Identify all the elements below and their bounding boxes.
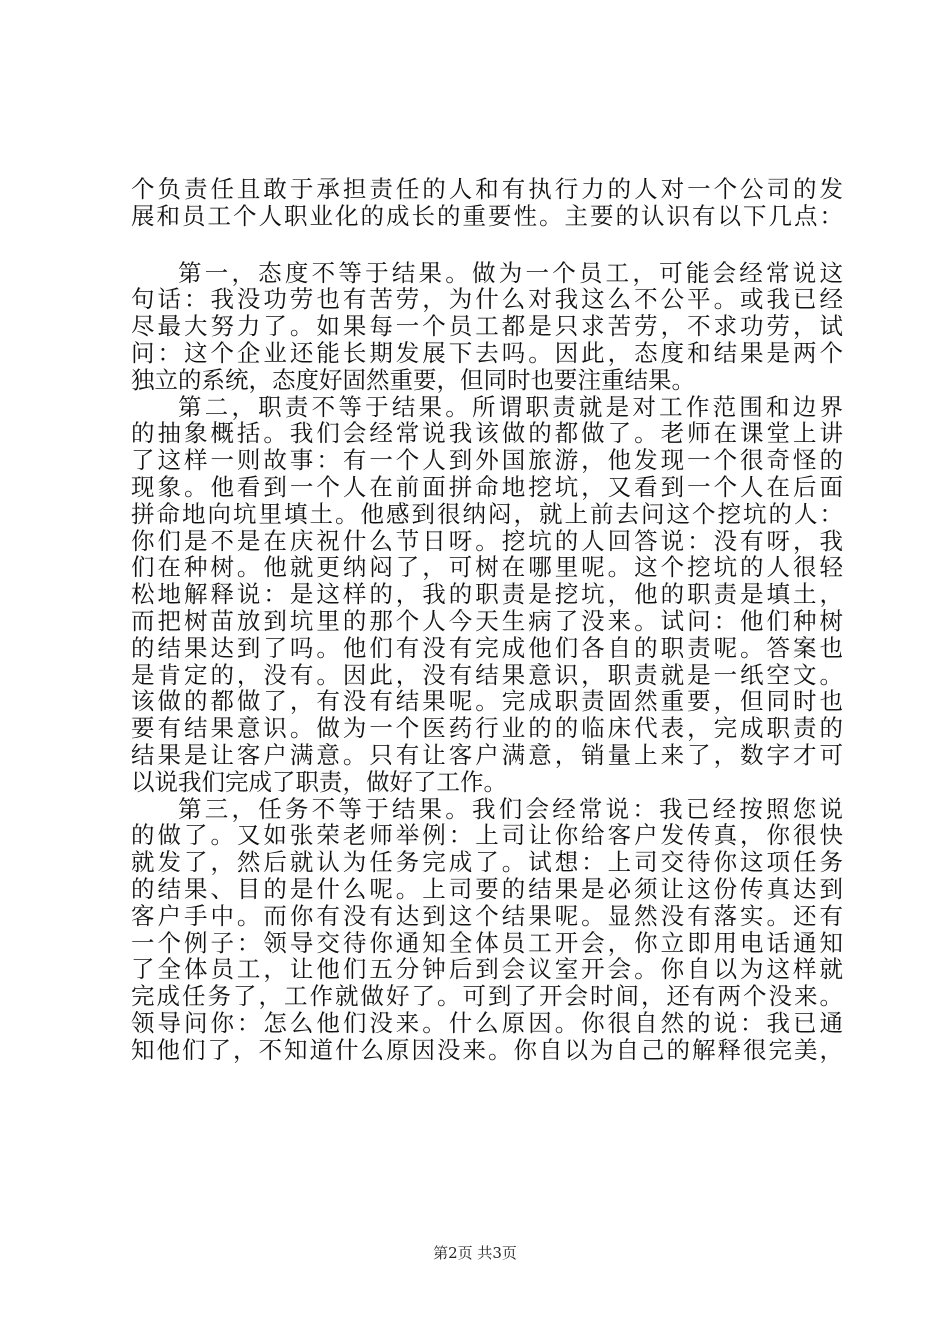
text-line: 问：这个企业还能长期发展下去吗。因此，态度和结果是两个 <box>131 338 843 367</box>
text-line: 该做的都做了，有没有结果呢。完成职责固然重要，但同时也 <box>131 687 843 716</box>
text-line: 你们是不是在庆祝什么节日呀。挖坑的人回答说：没有呀，我 <box>131 526 843 555</box>
text-line: 松地解释说：是这样的，我的职责是挖坑，他的职责是填土， <box>131 580 843 609</box>
text-line: 现象。他看到一个人在前面拼命地挖坑，又看到一个人在后面 <box>131 472 843 501</box>
text-line: 而把树苗放到坑里的那个人今天生病了没来。试问：他们种树 <box>131 606 843 635</box>
text-line: 尽最大努力了。如果每一个员工都是只求苦劳，不求功劳，试 <box>131 312 843 341</box>
text-line: 一个例子：领导交待你通知全体员工开会，你立即用电话通知 <box>131 928 843 957</box>
text-line: 个负责任且敢于承担责任的人和有执行力的人对一个公司的发 <box>131 175 843 203</box>
intro-paragraph <box>131 176 843 230</box>
paragraph-third <box>131 796 843 1064</box>
paragraph-gap <box>131 230 843 260</box>
text-line: 展和员工个人职业化的成长的重要性。主要的认识有以下几点： <box>131 201 843 230</box>
text-line: 完成任务了，工作就做好了。可到了开会时间，还有两个没来。 <box>131 982 843 1011</box>
text-line: 的结果达到了吗。他们有没有完成他们各自的职责呢。答案也 <box>131 633 843 662</box>
text-line: 了这样一则故事：有一个人到外国旅游，他发现一个很奇怪的 <box>131 446 843 475</box>
text-line: 的结果、目的是什么呢。上司要的结果是必须让这份传真达到 <box>131 874 843 903</box>
text-line: 第一，态度不等于结果。做为一个员工，可能会经常说这 <box>178 258 843 287</box>
text-line: 拼命地向坑里填土。他感到很纳闷，就上前去问这个挖坑的人： <box>131 499 843 528</box>
text-line: 的做了。又如张荣老师举例：上司让你给客户发传真，你很快 <box>131 821 843 850</box>
text-line: 结果是让客户满意。只有让客户满意，销量上来了，数字才可 <box>131 740 843 769</box>
page-number-footer: 第2页 共3页 <box>433 1244 517 1262</box>
text-line: 句话：我没功劳也有苦劳，为什么对我这么不公平。或我已经 <box>131 285 843 314</box>
paragraph-first <box>131 260 843 394</box>
document-body <box>131 176 843 1064</box>
text-line: 以说我们完成了职责，做好了工作。 <box>131 767 507 796</box>
paragraph-second <box>131 394 843 796</box>
text-line: 第二，职责不等于结果。所谓职责就是对工作范围和边界 <box>178 392 843 421</box>
text-line: 们在种树。他就更纳闷了，可树在哪里呢。这个挖坑的人很轻 <box>131 553 843 582</box>
text-line: 是肯定的，没有。因此，没有结果意识，职责就是一纸空文。 <box>131 660 843 689</box>
text-line: 要有结果意识。做为一个医药行业的的临床代表，完成职责的 <box>131 714 843 743</box>
text-line: 的抽象概括。我们会经常说我该做的都做了。老师在课堂上讲 <box>131 419 843 448</box>
text-line: 领导问你：怎么他们没来。什么原因。你很自然的说：我已通 <box>131 1008 843 1037</box>
text-line: 就发了，然后就认为任务完成了。试想：上司交待你这项任务 <box>131 848 843 877</box>
text-line: 第三，任务不等于结果。我们会经常说：我已经按照您说 <box>178 794 843 823</box>
text-line: 知他们了，不知道什么原因没来。你自以为自己的解释很完美， <box>131 1035 843 1064</box>
text-line: 了全体员工，让他们五分钟后到会议室开会。你自以为这样就 <box>131 955 843 984</box>
text-line: 独立的系统，态度好固然重要，但同时也要注重结果。 <box>131 365 695 394</box>
text-line: 客户手中。而你有没有达到这个结果呢。显然没有落实。还有 <box>131 901 843 930</box>
